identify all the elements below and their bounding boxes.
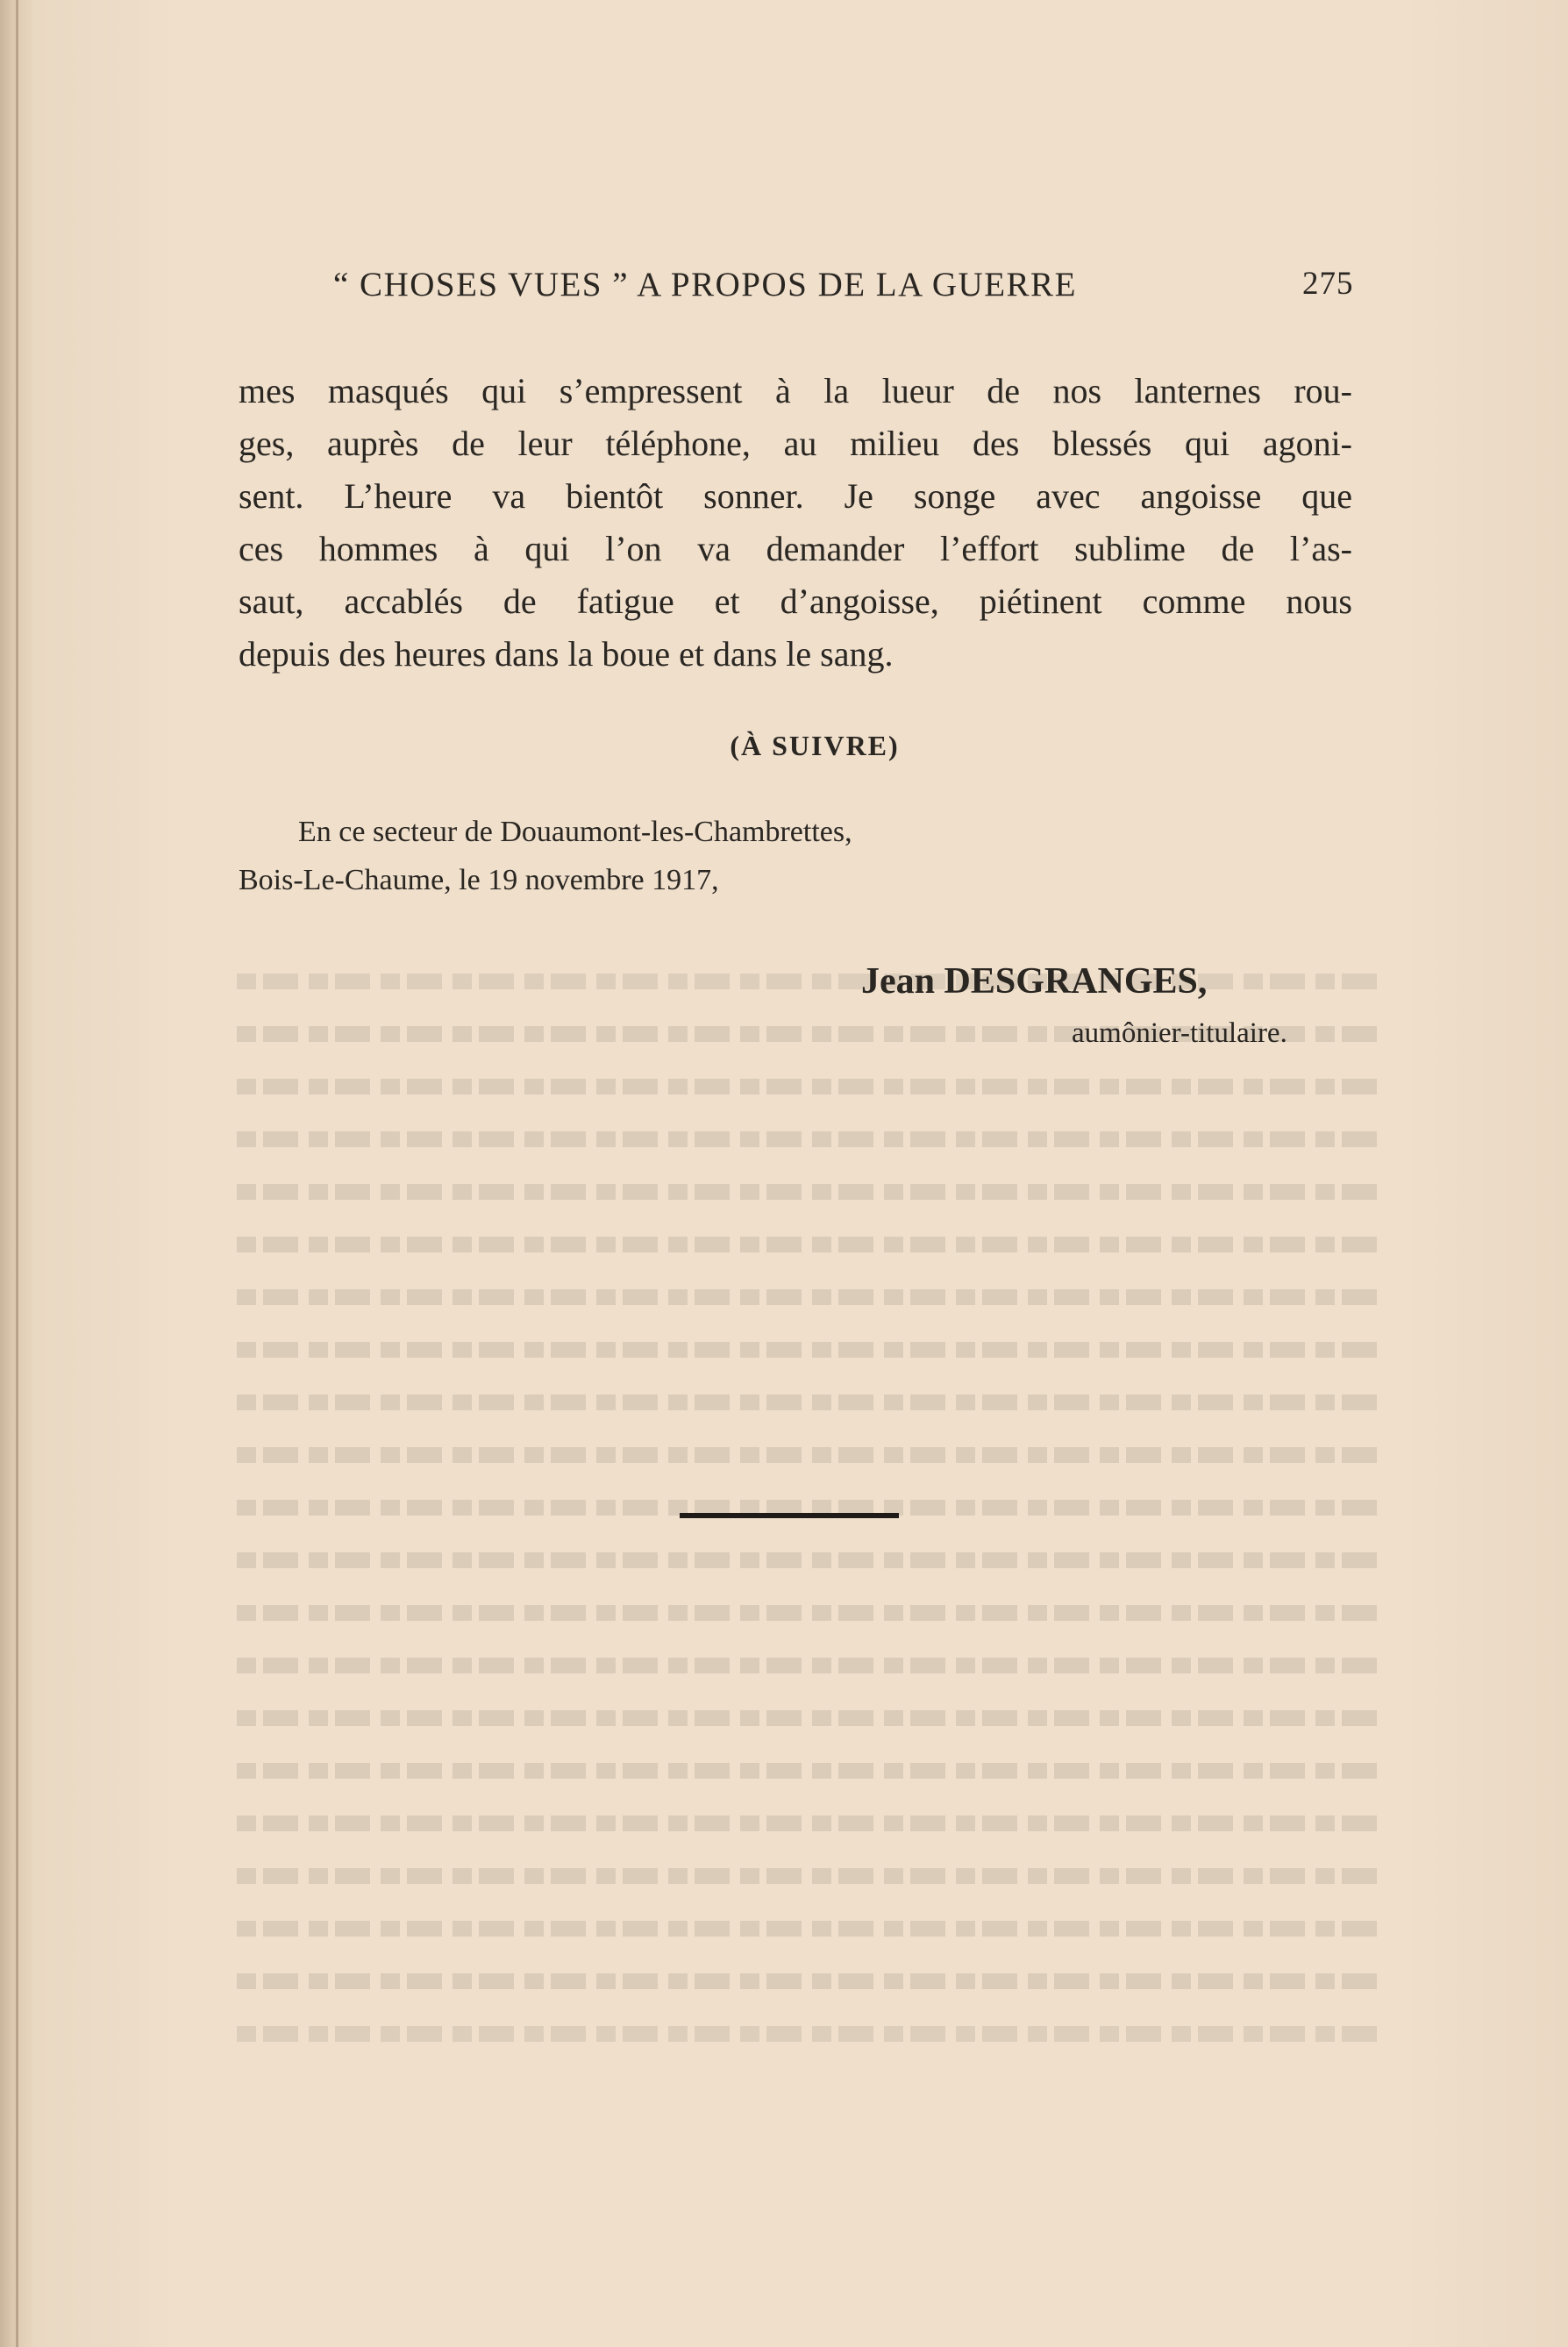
body-line: depuis des heures dans la boue et dans le sang. bbox=[239, 634, 894, 674]
author-signature: Jean DESGRANGES, bbox=[861, 961, 1208, 1002]
body-line: ges, auprès de leur téléphone, au milieu des blessés qui agoni- bbox=[239, 424, 1352, 463]
body-line: mes masqués qui s’empressent à la lueur de nos lanternes rou- bbox=[239, 371, 1352, 410]
running-head-title: “ CHOSES VUES ” A PROPOS DE LA GUERRE bbox=[333, 266, 1077, 303]
show-through-text bbox=[237, 974, 1377, 2114]
closing-date: Bois-Le-Chaume, le 19 novembre 1917, bbox=[239, 864, 719, 896]
closing-place: En ce secteur de Douaumont-les-Chambrettes, bbox=[298, 816, 852, 848]
page-number: 275 bbox=[1302, 266, 1354, 302]
continuation-note: (À SUIVRE) bbox=[730, 730, 900, 761]
author-role: aumônier-titulaire. bbox=[1072, 1017, 1287, 1049]
binding-gutter bbox=[16, 0, 18, 2347]
section-divider bbox=[680, 1513, 899, 1518]
body-paragraph bbox=[239, 365, 1352, 681]
body-line: sent. L’heure va bientôt sonner. Je songe avec angoisse que bbox=[239, 476, 1352, 516]
body-line: saut, accablés de fatigue et d’angoisse, piétinent comme nous bbox=[239, 581, 1352, 621]
body-line: ces hommes à qui l’on va demander l’effort sublime de l’as- bbox=[239, 529, 1352, 568]
